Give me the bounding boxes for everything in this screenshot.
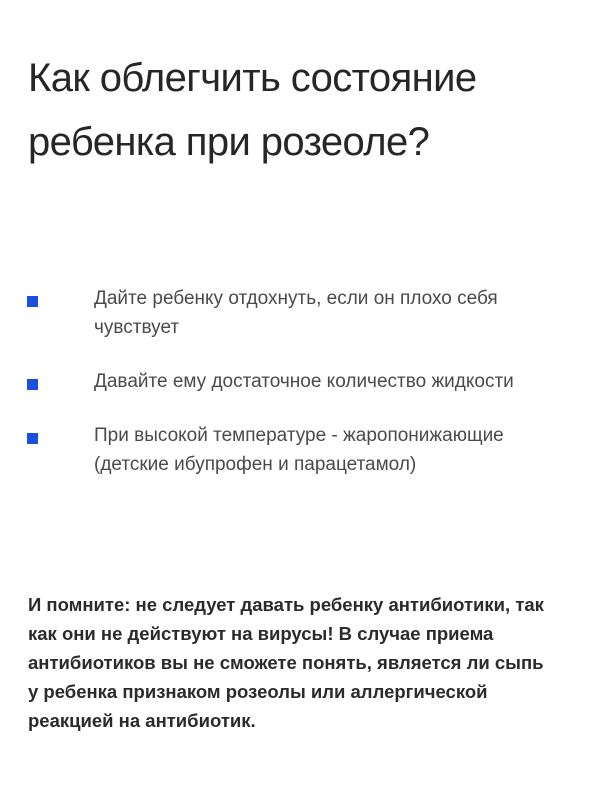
tips-list (0, 284, 600, 479)
square-bullet-icon (27, 433, 38, 444)
tip-text: При высокой температуре - жаропонижающие (детские ибупрофен и парацетамол) (94, 425, 504, 475)
tip-item (0, 284, 600, 342)
square-bullet-icon (27, 296, 38, 307)
tip-text: Дайте ребенку отдохнуть, если он плохо себя чувствует (94, 288, 498, 338)
tip-text: Давайте ему достаточное количество жидкости (94, 371, 514, 392)
warning-note: И помните: не следует давать ребенку антибиотики, так как они не действуют на вирусы! В случае приема антибиотиков вы не сможете понять, является ли сыпь у ребенка признаком розеолы или аллергической реакцией на антибиотик. (28, 594, 544, 731)
tip-item (0, 367, 600, 396)
article-title: Как облегчить состояние ребенка при розеоле? (28, 56, 477, 164)
tip-item (0, 421, 600, 479)
square-bullet-icon (27, 379, 38, 390)
